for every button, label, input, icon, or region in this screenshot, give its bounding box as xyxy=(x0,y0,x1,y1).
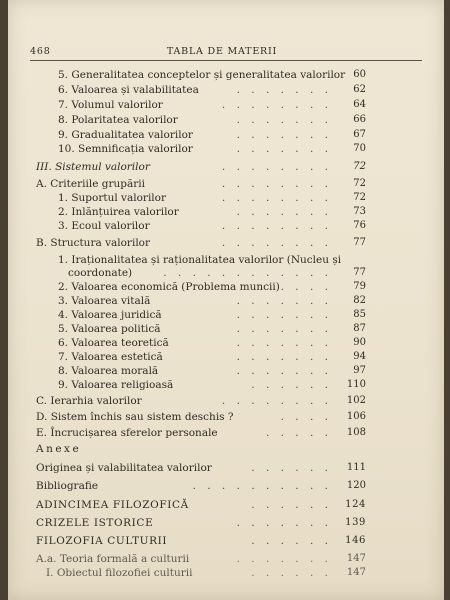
toc-entry: 5. Generalitatea conceptelor și generalitatea valorilor 60 xyxy=(58,69,366,81)
toc-entry: 2. Inlănțuirea valorilor . . . . . . . 73 xyxy=(58,206,366,218)
toc-entry: 3. Ecoul valorilor . . . . . . . . 76 xyxy=(58,220,366,232)
toc-entry: 1. Iraționalitatea și raționalitatea valorilor (Nucleu și xyxy=(58,254,342,266)
toc-entry: 7. Valoarea estetică . . . . . . . 94 xyxy=(58,351,366,363)
toc-entry: 8. Valoarea morală . . . . . . . 97 xyxy=(58,365,366,377)
toc-subsection: A.a. Teoria formală a culturii . . . . . . . 147 xyxy=(36,553,366,565)
toc-entry: 1. Suportul valorilor . . . . . . . . 72 xyxy=(58,192,366,204)
toc-entry: 9. Valoarea religioasă . . . . . . 110 xyxy=(58,379,366,391)
toc-entry: Bibliografie . . . . . . . . . . 120 xyxy=(36,480,366,492)
toc-entry: 8. Polaritatea valorilor . . . . . . . 66 xyxy=(58,114,366,126)
toc-subsection: B. Structura valorilor . . . . . . . . 77 xyxy=(36,237,366,249)
toc-subsection: D. Sistem închis sau sistem deschis ? . . . . 106 xyxy=(36,411,366,423)
toc-entry: I. Obiectul filozofiei culturii . . . . . . 147 xyxy=(46,567,366,579)
toc-entry: 7. Volumul valorilor . . . . . . . . 64 xyxy=(58,99,366,111)
toc-entry: 5. Valoarea politică . . . . . . . 87 xyxy=(58,323,366,335)
toc-section: III. Sistemul valorilor . . . . . . . . 72 xyxy=(36,161,366,173)
toc-chapter: FILOZOFIA CULTURII . . . . . . 146 xyxy=(36,535,366,547)
toc-chapter: CRIZELE ISTORICE . . . . . . . 139 xyxy=(36,517,366,529)
toc-entry: 6. Valoarea teoretică . . . . . . . 90 xyxy=(58,337,366,349)
toc-chapter: ADINCIMEA FILOZOFICĂ . . . . . . 124 xyxy=(36,499,366,511)
toc-entry: 3. Valoarea vitală . . . . . . . 82 xyxy=(58,295,366,307)
toc-appendix-heading: Anexe xyxy=(36,443,82,455)
toc-subsection: C. Ierarhia valorilor . . . . . . . . 102 xyxy=(36,395,366,407)
toc-entry: 9. Gradualitatea valorilor . . . . . . . 67 xyxy=(58,129,366,141)
toc-subsection: A. Criteriile grupării . . . . . . . . 72 xyxy=(36,178,366,190)
header-rule xyxy=(30,60,422,61)
book-page xyxy=(8,0,444,600)
toc-subsection: E. Încrucișarea sferelor personale . . . . . 108 xyxy=(36,427,366,439)
toc-entry: Originea și valabilitatea valorilor . . . . . . 111 xyxy=(36,462,366,474)
page-number: 468 xyxy=(30,46,51,57)
toc-entry: 10. Semnificația valorilor . . . . . . . 70 xyxy=(58,143,366,155)
toc-entry-continuation: coordonate) . . . . . . . . . . . . 77 xyxy=(68,267,366,279)
toc-entry: 4. Valoarea juridică . . . . . . . 85 xyxy=(58,309,366,321)
toc-entry: 2. Valoarea economică (Problema muncii) . . . . 79 xyxy=(58,281,366,293)
toc-entry: 6. Valoarea și valabilitatea . . . . . . . 62 xyxy=(58,84,366,96)
page-title: TABLA DE MATERII xyxy=(166,46,278,57)
